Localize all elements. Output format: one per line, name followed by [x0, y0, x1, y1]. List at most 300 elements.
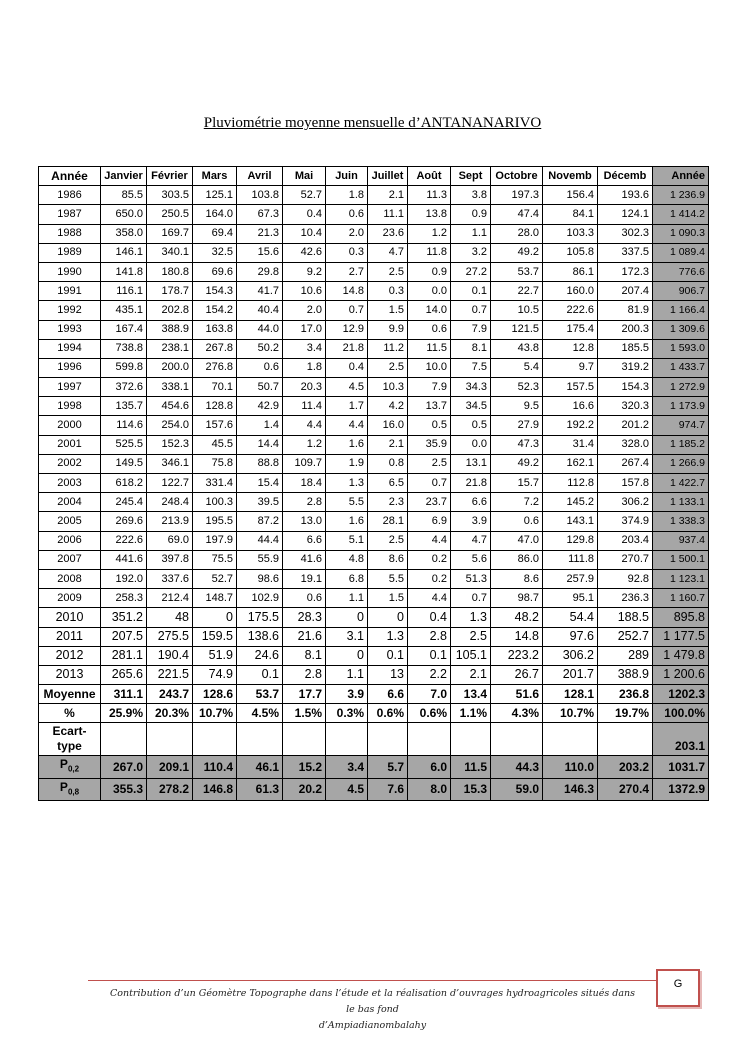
- month-value-cell: 47.4: [491, 205, 543, 224]
- month-value-cell: 24.6: [237, 646, 283, 665]
- month-value-cell: 14.0: [408, 301, 451, 320]
- month-value-cell: 265.6: [101, 665, 147, 684]
- month-value-cell: 4.7: [368, 243, 408, 262]
- month-value-cell: 8.1: [451, 339, 491, 358]
- month-value-cell: 75.5: [193, 550, 237, 569]
- month-value-cell: 21.6: [283, 627, 326, 646]
- std-dev-value: 203.1: [653, 723, 709, 756]
- month-value-cell: 185.5: [598, 339, 653, 358]
- month-value-cell: 12.8: [543, 339, 598, 358]
- footer-text: [110, 986, 635, 1034]
- month-value-cell: 2.0: [283, 301, 326, 320]
- year-cell: 1996: [39, 358, 101, 377]
- table-row: [39, 627, 709, 646]
- month-value-cell: 157.8: [598, 474, 653, 493]
- month-value-cell: 6.5: [368, 474, 408, 493]
- month-value-cell: 146.1: [101, 243, 147, 262]
- month-value-cell: 95.1: [543, 589, 598, 608]
- summary-value-cell: 3.9: [326, 685, 368, 704]
- empty-cell: [368, 723, 408, 756]
- month-value-cell: 12.9: [326, 320, 368, 339]
- quantile-value-cell: 15.3: [451, 778, 491, 800]
- month-value-cell: 0.3: [326, 243, 368, 262]
- annual-total-cell: 895.8: [653, 608, 709, 627]
- month-value-cell: 289: [598, 646, 653, 665]
- column-header: Juillet: [368, 167, 408, 186]
- month-value-cell: 248.4: [147, 493, 193, 512]
- month-value-cell: 9.5: [491, 397, 543, 416]
- month-value-cell: 0.4: [408, 608, 451, 627]
- month-value-cell: 157.6: [193, 416, 237, 435]
- month-value-cell: 143.1: [543, 512, 598, 531]
- month-value-cell: 1.2: [408, 224, 451, 243]
- quantile-value-cell: 4.5: [326, 778, 368, 800]
- quantile-value-cell: 8.0: [408, 778, 451, 800]
- year-cell: 1990: [39, 262, 101, 281]
- month-value-cell: 5.1: [326, 531, 368, 550]
- month-value-cell: 4.4: [408, 531, 451, 550]
- table-row: [39, 224, 709, 243]
- month-value-cell: 202.8: [147, 301, 193, 320]
- quantile-value-cell: 355.3: [101, 778, 147, 800]
- month-value-cell: 5.5: [326, 493, 368, 512]
- month-value-cell: 8.6: [368, 550, 408, 569]
- month-value-cell: 163.8: [193, 320, 237, 339]
- summary-value-cell: 243.7: [147, 685, 193, 704]
- month-value-cell: 10.5: [491, 301, 543, 320]
- column-header: Octobre: [491, 167, 543, 186]
- month-value-cell: 650.0: [101, 205, 147, 224]
- month-value-cell: 42.9: [237, 397, 283, 416]
- month-value-cell: 252.7: [598, 627, 653, 646]
- summary-value-cell: 311.1: [101, 685, 147, 704]
- empty-cell: [408, 723, 451, 756]
- summary-value-cell: 7.0: [408, 685, 451, 704]
- month-value-cell: 41.7: [237, 282, 283, 301]
- month-value-cell: 13.0: [283, 512, 326, 531]
- month-value-cell: 203.4: [598, 531, 653, 550]
- month-value-cell: 8.6: [491, 569, 543, 588]
- month-value-cell: 2.5: [451, 627, 491, 646]
- month-value-cell: 21.8: [451, 474, 491, 493]
- month-value-cell: 148.7: [193, 589, 237, 608]
- month-value-cell: 116.1: [101, 282, 147, 301]
- year-cell: 2004: [39, 493, 101, 512]
- summary-value-cell: 17.7: [283, 685, 326, 704]
- month-value-cell: 154.3: [598, 378, 653, 397]
- p-label: P: [59, 757, 68, 772]
- month-value-cell: 141.8: [101, 262, 147, 281]
- month-value-cell: 2.5: [368, 531, 408, 550]
- month-value-cell: 15.4: [237, 474, 283, 493]
- month-value-cell: 320.3: [598, 397, 653, 416]
- page-title: Pluviométrie moyenne mensuelle d’ANTANANARIVO: [203, 115, 542, 131]
- month-value-cell: 738.8: [101, 339, 147, 358]
- month-value-cell: 2.5: [368, 358, 408, 377]
- annual-total-cell: 1 090.3: [653, 224, 709, 243]
- annual-total-cell: 906.7: [653, 282, 709, 301]
- month-value-cell: 337.6: [147, 569, 193, 588]
- month-value-cell: 54.4: [543, 608, 598, 627]
- year-cell: 1987: [39, 205, 101, 224]
- quantile-value-cell: 1031.7: [653, 756, 709, 778]
- month-value-cell: 4.4: [326, 416, 368, 435]
- summary-value-cell: 1202.3: [653, 685, 709, 704]
- year-cell: 1992: [39, 301, 101, 320]
- month-value-cell: 0.7: [408, 474, 451, 493]
- table-row: [39, 358, 709, 377]
- month-value-cell: 11.5: [408, 339, 451, 358]
- month-value-cell: 180.8: [147, 262, 193, 281]
- month-value-cell: 2.5: [368, 262, 408, 281]
- summary-value-cell: 10.7%: [193, 704, 237, 723]
- month-value-cell: 5.4: [491, 358, 543, 377]
- month-value-cell: 102.9: [237, 589, 283, 608]
- month-value-cell: 0: [326, 646, 368, 665]
- month-value-cell: 0.1: [451, 282, 491, 301]
- quantile-value-cell: 1372.9: [653, 778, 709, 800]
- month-value-cell: 0: [368, 608, 408, 627]
- year-cell: 1989: [39, 243, 101, 262]
- summary-value-cell: 20.3%: [147, 704, 193, 723]
- quantile-value-cell: 5.7: [368, 756, 408, 778]
- month-value-cell: 11.1: [368, 205, 408, 224]
- month-value-cell: 6.8: [326, 569, 368, 588]
- month-value-cell: 201.2: [598, 416, 653, 435]
- month-value-cell: 435.1: [101, 301, 147, 320]
- month-value-cell: 122.7: [147, 474, 193, 493]
- month-value-cell: 55.9: [237, 550, 283, 569]
- std-label-line-2: type: [57, 739, 82, 754]
- month-value-cell: 75.8: [193, 454, 237, 473]
- summary-value-cell: 53.7: [237, 685, 283, 704]
- year-cell: 2009: [39, 589, 101, 608]
- quantile-value-cell: 209.1: [147, 756, 193, 778]
- month-value-cell: 17.0: [283, 320, 326, 339]
- month-value-cell: 28.1: [368, 512, 408, 531]
- year-cell: 2006: [39, 531, 101, 550]
- month-value-cell: 2.8: [283, 665, 326, 684]
- month-value-cell: 11.4: [283, 397, 326, 416]
- month-value-cell: 1.7: [326, 397, 368, 416]
- month-value-cell: 525.5: [101, 435, 147, 454]
- month-value-cell: 0.6: [326, 205, 368, 224]
- column-header: Année: [653, 167, 709, 186]
- month-value-cell: 0.8: [368, 454, 408, 473]
- month-value-cell: 1.3: [451, 608, 491, 627]
- month-value-cell: 11.2: [368, 339, 408, 358]
- month-value-cell: 8.1: [283, 646, 326, 665]
- annual-total-cell: 1 433.7: [653, 358, 709, 377]
- month-value-cell: 5.5: [368, 569, 408, 588]
- table-row: [39, 608, 709, 627]
- annual-total-cell: 1 309.6: [653, 320, 709, 339]
- month-value-cell: 306.2: [543, 646, 598, 665]
- table-row: [39, 262, 709, 281]
- annual-total-cell: 1 414.2: [653, 205, 709, 224]
- month-value-cell: 351.2: [101, 608, 147, 627]
- month-value-cell: 41.6: [283, 550, 326, 569]
- month-value-cell: 254.0: [147, 416, 193, 435]
- month-value-cell: 618.2: [101, 474, 147, 493]
- month-value-cell: 2.1: [451, 665, 491, 684]
- year-cell: 1991: [39, 282, 101, 301]
- quantile-value-cell: 6.0: [408, 756, 451, 778]
- annual-total-cell: 1 593.0: [653, 339, 709, 358]
- summary-value-cell: 0.6%: [368, 704, 408, 723]
- month-value-cell: 0.6: [237, 358, 283, 377]
- month-value-cell: 257.9: [543, 569, 598, 588]
- month-value-cell: 43.8: [491, 339, 543, 358]
- month-value-cell: 13.7: [408, 397, 451, 416]
- month-value-cell: 1.6: [326, 435, 368, 454]
- month-value-cell: 157.5: [543, 378, 598, 397]
- month-value-cell: 121.5: [491, 320, 543, 339]
- month-value-cell: 0.6: [283, 589, 326, 608]
- footer-line-2: d’Ampiadianombalahy: [318, 1020, 427, 1031]
- year-cell: 2012: [39, 646, 101, 665]
- month-value-cell: 11.8: [408, 243, 451, 262]
- month-value-cell: 0.7: [326, 301, 368, 320]
- month-value-cell: 281.1: [101, 646, 147, 665]
- month-value-cell: 69.4: [193, 224, 237, 243]
- std-dev-row: [39, 723, 709, 756]
- month-value-cell: 190.4: [147, 646, 193, 665]
- year-cell: 2000: [39, 416, 101, 435]
- month-value-cell: 84.1: [543, 205, 598, 224]
- month-value-cell: 138.6: [237, 627, 283, 646]
- month-value-cell: 0: [326, 608, 368, 627]
- annual-total-cell: 1 236.9: [653, 186, 709, 205]
- column-header: Mai: [283, 167, 326, 186]
- month-value-cell: 0.4: [283, 205, 326, 224]
- month-value-cell: 98.7: [491, 589, 543, 608]
- month-value-cell: 213.9: [147, 512, 193, 531]
- row-label: [39, 756, 101, 778]
- month-value-cell: 42.6: [283, 243, 326, 262]
- month-value-cell: 7.9: [408, 378, 451, 397]
- month-value-cell: 16.0: [368, 416, 408, 435]
- month-value-cell: 192.2: [543, 416, 598, 435]
- month-value-cell: 2.3: [368, 493, 408, 512]
- month-value-cell: 3.8: [451, 186, 491, 205]
- month-value-cell: 15.6: [237, 243, 283, 262]
- annual-total-cell: 1 133.1: [653, 493, 709, 512]
- month-value-cell: 4.5: [326, 378, 368, 397]
- month-value-cell: 29.8: [237, 262, 283, 281]
- table-row: [39, 646, 709, 665]
- year-cell: 2002: [39, 454, 101, 473]
- month-value-cell: 149.5: [101, 454, 147, 473]
- month-value-cell: 81.9: [598, 301, 653, 320]
- quantile-value-cell: 7.6: [368, 778, 408, 800]
- month-value-cell: 374.9: [598, 512, 653, 531]
- quantile-value-cell: 270.4: [598, 778, 653, 800]
- month-value-cell: 2.1: [368, 186, 408, 205]
- month-value-cell: 0.2: [408, 550, 451, 569]
- quantile-value-cell: 203.2: [598, 756, 653, 778]
- month-value-cell: 0.2: [408, 569, 451, 588]
- month-value-cell: 4.4: [408, 589, 451, 608]
- footer-line-1: Contribution d’un Géomètre Topographe dans l’étude et la réalisation d’ouvrages hydroagricoles situés dans le bas fond: [110, 988, 635, 1015]
- year-cell: 2008: [39, 569, 101, 588]
- row-label: [39, 723, 101, 756]
- annual-total-cell: 1 500.1: [653, 550, 709, 569]
- summary-value-cell: 4.3%: [491, 704, 543, 723]
- month-value-cell: 212.4: [147, 589, 193, 608]
- month-value-cell: 2.1: [368, 435, 408, 454]
- month-value-cell: 328.0: [598, 435, 653, 454]
- month-value-cell: 105.8: [543, 243, 598, 262]
- month-value-cell: 16.6: [543, 397, 598, 416]
- month-value-cell: 14.8: [326, 282, 368, 301]
- annual-total-cell: 1 422.7: [653, 474, 709, 493]
- month-value-cell: 105.1: [451, 646, 491, 665]
- month-value-cell: 19.1: [283, 569, 326, 588]
- month-value-cell: 160.0: [543, 282, 598, 301]
- month-value-cell: 1.8: [326, 186, 368, 205]
- quantile-value-cell: 20.2: [283, 778, 326, 800]
- annual-total-cell: 1 185.2: [653, 435, 709, 454]
- month-value-cell: 28.0: [491, 224, 543, 243]
- month-value-cell: 337.5: [598, 243, 653, 262]
- month-value-cell: 3.1: [326, 627, 368, 646]
- empty-cell: [491, 723, 543, 756]
- month-value-cell: 164.0: [193, 205, 237, 224]
- column-header: Janvier: [101, 167, 147, 186]
- month-value-cell: 340.1: [147, 243, 193, 262]
- month-value-cell: 172.3: [598, 262, 653, 281]
- summary-value-cell: 13.4: [451, 685, 491, 704]
- month-value-cell: 145.2: [543, 493, 598, 512]
- month-value-cell: 0.1: [368, 646, 408, 665]
- month-value-cell: 5.6: [451, 550, 491, 569]
- month-value-cell: 4.7: [451, 531, 491, 550]
- summary-value-cell: 6.6: [368, 685, 408, 704]
- table-row: [39, 474, 709, 493]
- month-value-cell: 388.9: [147, 320, 193, 339]
- summary-value-cell: 25.9%: [101, 704, 147, 723]
- month-value-cell: 0.7: [451, 589, 491, 608]
- month-value-cell: 1.2: [283, 435, 326, 454]
- table-row: [39, 378, 709, 397]
- month-value-cell: 87.2: [237, 512, 283, 531]
- month-value-cell: 0.4: [326, 358, 368, 377]
- month-value-cell: 0.1: [408, 646, 451, 665]
- month-value-cell: 85.5: [101, 186, 147, 205]
- month-value-cell: 2.0: [326, 224, 368, 243]
- month-value-cell: 1.3: [326, 474, 368, 493]
- month-value-cell: 14.8: [491, 627, 543, 646]
- month-value-cell: 221.5: [147, 665, 193, 684]
- month-value-cell: 372.6: [101, 378, 147, 397]
- month-value-cell: 7.9: [451, 320, 491, 339]
- month-value-cell: 109.7: [283, 454, 326, 473]
- summary-value-cell: 100.0%: [653, 704, 709, 723]
- month-value-cell: 7.2: [491, 493, 543, 512]
- month-value-cell: 6.6: [451, 493, 491, 512]
- month-value-cell: 2.8: [408, 627, 451, 646]
- month-value-cell: 599.8: [101, 358, 147, 377]
- month-value-cell: 236.3: [598, 589, 653, 608]
- month-value-cell: 245.4: [101, 493, 147, 512]
- month-value-cell: 44.0: [237, 320, 283, 339]
- month-value-cell: 47.0: [491, 531, 543, 550]
- month-value-cell: 270.7: [598, 550, 653, 569]
- month-value-cell: 45.5: [193, 435, 237, 454]
- month-value-cell: 13.1: [451, 454, 491, 473]
- month-value-cell: 192.0: [101, 569, 147, 588]
- month-value-cell: 1.5: [368, 589, 408, 608]
- month-value-cell: 49.2: [491, 243, 543, 262]
- month-value-cell: 388.9: [598, 665, 653, 684]
- month-value-cell: 1.1: [451, 224, 491, 243]
- month-value-cell: 11.3: [408, 186, 451, 205]
- month-value-cell: 1.4: [237, 416, 283, 435]
- annual-total-cell: 1 177.5: [653, 627, 709, 646]
- month-value-cell: 23.7: [408, 493, 451, 512]
- month-value-cell: 34.3: [451, 378, 491, 397]
- month-value-cell: 338.1: [147, 378, 193, 397]
- month-value-cell: 13: [368, 665, 408, 684]
- table-row: [39, 301, 709, 320]
- empty-cell: [326, 723, 368, 756]
- month-value-cell: 258.3: [101, 589, 147, 608]
- column-header: Décemb: [598, 167, 653, 186]
- month-value-cell: 7.5: [451, 358, 491, 377]
- month-value-cell: 1.9: [326, 454, 368, 473]
- column-header: Novemb: [543, 167, 598, 186]
- month-value-cell: 49.2: [491, 454, 543, 473]
- month-value-cell: 207.4: [598, 282, 653, 301]
- table-row: [39, 320, 709, 339]
- month-value-cell: 40.4: [237, 301, 283, 320]
- annual-total-cell: 1 160.7: [653, 589, 709, 608]
- month-value-cell: 1.3: [368, 627, 408, 646]
- month-value-cell: 4.4: [283, 416, 326, 435]
- p02-row: [39, 756, 709, 778]
- empty-cell: [101, 723, 147, 756]
- column-header: Avril: [237, 167, 283, 186]
- month-value-cell: 128.8: [193, 397, 237, 416]
- month-value-cell: 44.4: [237, 531, 283, 550]
- month-value-cell: 302.3: [598, 224, 653, 243]
- month-value-cell: 50.7: [237, 378, 283, 397]
- month-value-cell: 275.5: [147, 627, 193, 646]
- year-cell: 2007: [39, 550, 101, 569]
- quantile-value-cell: 59.0: [491, 778, 543, 800]
- row-label: Moyenne: [39, 685, 101, 704]
- month-value-cell: 188.5: [598, 608, 653, 627]
- month-value-cell: 154.3: [193, 282, 237, 301]
- month-value-cell: 22.7: [491, 282, 543, 301]
- month-value-cell: 6.9: [408, 512, 451, 531]
- table-row: [39, 435, 709, 454]
- year-cell: 1986: [39, 186, 101, 205]
- p08-row: [39, 778, 709, 800]
- month-value-cell: 35.9: [408, 435, 451, 454]
- month-value-cell: 0.3: [368, 282, 408, 301]
- month-value-cell: 2.5: [408, 454, 451, 473]
- month-value-cell: 74.9: [193, 665, 237, 684]
- column-header: Juin: [326, 167, 368, 186]
- month-value-cell: 21.3: [237, 224, 283, 243]
- annual-total-cell: 1 479.8: [653, 646, 709, 665]
- page-number: G: [656, 969, 700, 1007]
- month-value-cell: 4.8: [326, 550, 368, 569]
- summary-value-cell: 0.6%: [408, 704, 451, 723]
- quantile-value-cell: 44.3: [491, 756, 543, 778]
